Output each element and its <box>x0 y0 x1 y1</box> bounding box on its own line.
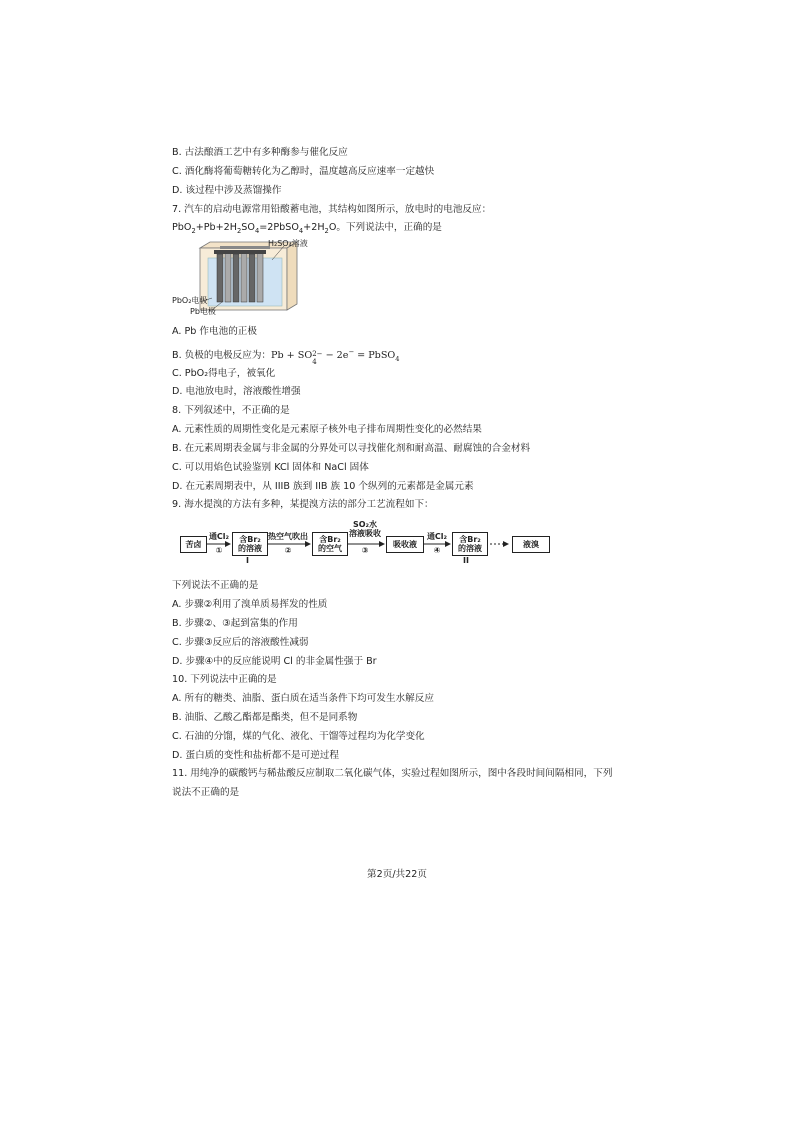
flow-box-br2-solution-2: 含Br₂ 的溶液 <box>452 532 488 556</box>
option-c-enzyme: C. 酒化酶将葡萄糖转化为乙醇时，温度越高反应速率一定越快 <box>172 166 435 177</box>
flow-box-liquid-bromine: 液溴 <box>512 536 550 553</box>
q7-option-a: A. Pb 作电池的正极 <box>172 326 257 337</box>
pbo2-electrode-label: PbO₂电极 <box>172 296 208 305</box>
q10-option-a: A. 所有的糖类、油脂、蛋白质在适当条件下均可发生水解反应 <box>172 693 434 704</box>
q9-sub: 下列说法不正确的是 <box>172 580 259 591</box>
q7-b-eq: Pb + SO <box>271 350 313 362</box>
option-d-distill: D. 该过程中涉及蒸馏操作 <box>172 185 282 196</box>
flow-step1-label: 通Cl₂ <box>208 532 230 541</box>
q8-option-a: A. 元素性质的周期性变化是元素原子核外电子排布周期性变化的必然结果 <box>172 424 482 435</box>
flow-step3-num: ③ <box>361 546 369 555</box>
q7-stem: 7. 汽车的启动电源常用铅酸蓄电池，其结构如图所示，放电时的电池反应： <box>172 204 492 215</box>
flow-box-absorption: 吸收液 <box>386 536 424 553</box>
q10-option-c: C. 石油的分馏，煤的气化、液化、干馏等过程均为化学变化 <box>172 731 425 742</box>
q9-stem: 9. 海水提溴的方法有多种，某提溴方法的部分工艺流程如下： <box>172 499 434 510</box>
battery-figure <box>172 238 322 320</box>
q7-b-eq3: = PbSO <box>354 350 396 362</box>
q8-stem: 8. 下列叙述中，不正确的是 <box>172 405 290 416</box>
q7-option-c: C. PbO₂得电子，被氧化 <box>172 368 276 379</box>
eq-part: SO <box>241 222 255 233</box>
option-b-ancient-brewing: B. 古法酿酒工艺中有多种酶参与催化反应 <box>172 147 348 158</box>
flow-step1-num: ① <box>215 546 223 555</box>
bromine-extraction-flowchart <box>178 518 558 572</box>
q10-option-b: B. 油脂、乙酸乙酯都是酯类，但不是同系物 <box>172 712 358 723</box>
solution-label: H₂SO₄溶液 <box>268 239 308 248</box>
page-footer: 第2页/共22页 <box>367 869 427 880</box>
flow-step4-label: 通Cl₂ <box>426 532 448 541</box>
q10-option-d: D. 蛋白质的变性和盐析都不是可逆过程 <box>172 750 339 761</box>
q7-b-prefix: B. 负极的电极反应为： <box>172 350 272 362</box>
q7-b-eq2: − 2e <box>322 350 349 362</box>
q9-option-b: B. 步骤②、③起到富集的作用 <box>172 618 298 629</box>
eq-part: +2H <box>303 222 325 233</box>
flow-roman-1: I <box>246 556 249 565</box>
flow-box-br2-air: 含Br₂ 的空气 <box>312 532 348 556</box>
q8-option-b: B. 在元素周期表金属与非金属的分界处可以寻找催化剂和耐高温、耐腐蚀的合金材料 <box>172 443 531 454</box>
q9-option-a: A. 步骤②利用了溴单质易挥发的性质 <box>172 599 328 610</box>
flow-step2-num: ② <box>284 546 292 555</box>
q11-stem: 11. 用纯净的碳酸钙与稀盐酸反应制取二氧化碳气体，实验过程如图所示，图中各段时间间隔相同，下列 <box>172 768 613 779</box>
flow-step4-num: ④ <box>433 546 441 555</box>
q8-option-d: D. 在元素周期表中，从 IIIB 族到 IIB 族 10 个纵列的元素都是金属元素 <box>172 481 474 492</box>
eq-part: PbO <box>172 222 192 233</box>
q10-stem: 10. 下列说法中正确的是 <box>172 674 277 685</box>
eq-part: +Pb+2H <box>195 222 237 233</box>
q7-option-b: B. 负极的电极反应为：Pb + SO $^{4 2-}$ − 2e− = PbSO$_4$ <box>172 348 400 367</box>
flow-step3-label: SO₂水 溶液吸收 <box>349 520 381 538</box>
q7-option-d: D. 电池放电时，溶液酸性增强 <box>172 386 301 397</box>
q9-option-c: C. 步骤③反应后的溶液酸性减弱 <box>172 637 309 648</box>
q11-stem-cont: 说法不正确的是 <box>172 787 240 798</box>
flow-step2-label: 热空气吹出 <box>268 532 308 541</box>
pb-electrode-label: Pb电极 <box>190 307 216 316</box>
q7-equation: $PbO_2+Pb+2H_2SO_4=2PbSO_4+2H_2O$。下列说法中，正确的是 <box>172 222 442 235</box>
eq-part: =2PbSO <box>259 222 299 233</box>
flow-box-br2-solution-1: 含Br₂ 的溶液 <box>232 532 268 556</box>
q8-option-c: C. 可以用焰色试验鉴别 KCl 固体和 NaCl 固体 <box>172 462 369 473</box>
q9-option-d: D. 步骤④中的反应能说明 Cl 的非金属性强于 Br <box>172 656 377 667</box>
flow-box-bittern: 苦卤 <box>180 536 207 553</box>
flow-roman-2: II <box>463 556 469 565</box>
eq-part: O。下列说法中，正确的是 <box>328 222 442 233</box>
